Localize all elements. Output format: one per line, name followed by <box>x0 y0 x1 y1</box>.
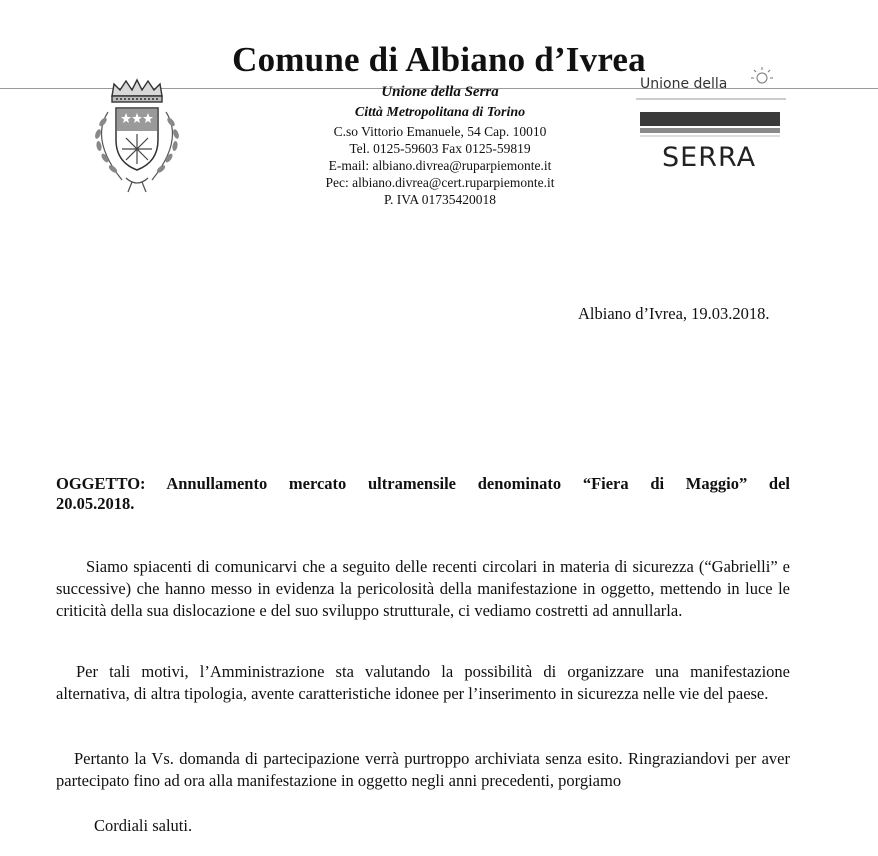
municipality-title: Comune di Albiano d’Ivrea <box>232 40 646 79</box>
email-line: E-mail: albiano.divrea@ruparpiemonte.it <box>328 158 552 173</box>
serra-logo <box>636 66 796 181</box>
serra-logo-bottom-text: SERRA <box>662 142 757 173</box>
union-name: Unione della Serra <box>381 84 499 100</box>
address-line: C.so Vittorio Emanuele, 54 Cap. 10010 <box>333 124 547 139</box>
serra-logo-top-text: Unione della <box>640 76 728 92</box>
metro-city-label: Città Metropolitana di Torino <box>354 105 526 120</box>
vat-line: P. IVA 01735420018 <box>384 192 496 207</box>
paragraph-3-text: Pertanto la Vs. domanda di partecipazione verrà purtroppo archiviata senza esito. Ringraziandovi per aver partecipato fino ad ora alla manifestazione in oggetto negli anni precedenti, porgiamo <box>56 749 790 790</box>
subject-line-1: OGGETTO: Annullamento mercato ultramensile denominato “Fiera di Maggio” del <box>56 474 790 493</box>
body-paragraph-2 <box>56 661 790 705</box>
subject-line-2: 20.05.2018. <box>56 494 135 513</box>
coat-of-arms-icon <box>76 78 198 196</box>
paragraph-2-text: Per tali motivi, l’Amministrazione sta valutando la possibilità di organizzare una manifestazione alternativa, di altra tipologia, avente caratteristiche idonee per l’inserimento in sicurezza nelle vie del paese. <box>56 662 790 703</box>
pec-line: Pec: albiano.divrea@cert.ruparpiemonte.it <box>325 175 555 190</box>
letter-date: Albiano d’Ivrea, 19.03.2018. <box>578 304 770 323</box>
paragraph-1-text: Siamo spiacenti di comunicarvi che a seguito delle recenti circolari in materia di sicurezza (“Gabrielli” e successive) che hanno messo in evidenza la pericolosità della manifestazione in oggetto, mettendo in luce le criticità della sua dislocazione e del suo sviluppo strutturale, ci vediamo costretti ad annullarla. <box>56 557 790 620</box>
phone-line: Tel. 0125-59603 Fax 0125-59819 <box>349 141 531 156</box>
body-paragraph-1 <box>56 556 790 622</box>
body-paragraph-3 <box>56 748 790 792</box>
letter-closing: Cordiali saluti. <box>94 816 193 835</box>
metro-city <box>200 103 680 121</box>
letter-subject <box>56 474 790 514</box>
